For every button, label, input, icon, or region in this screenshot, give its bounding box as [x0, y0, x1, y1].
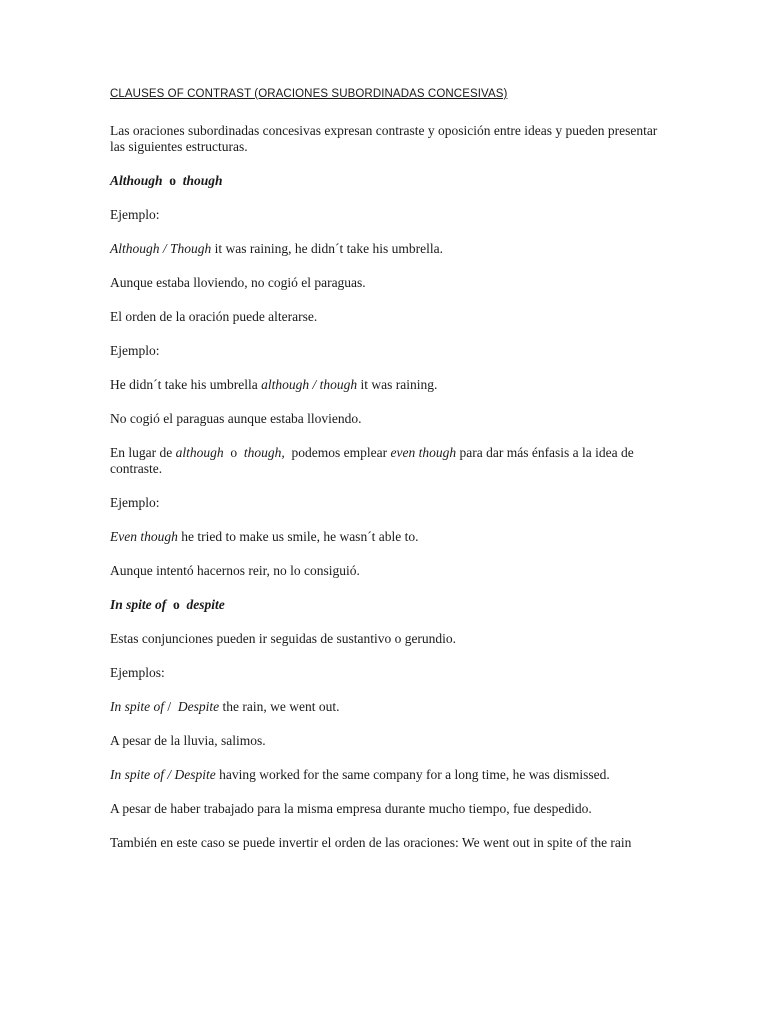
example-2-translation: No cogió el paraguas aunque estaba lloviendo. — [110, 411, 362, 426]
example-3-rest: he tried to make us smile, he wasn´t able to. — [177, 529, 419, 544]
heading-o-2: o — [173, 597, 180, 612]
ejemplo-label-2: Ejemplo: — [110, 343, 160, 358]
heading-although: Although — [110, 173, 163, 188]
example-5-translation: A pesar de haber trabajado para la misma empresa durante mucho tiempo, fue despedido. — [110, 801, 592, 816]
example-1-rest: it was raining, he didn´t take his umbrella. — [211, 241, 443, 256]
example-3 — [110, 529, 658, 545]
example-5 — [110, 767, 658, 783]
intro-paragraph: Las oraciones subordinadas concesivas expresan contraste y oposición entre ideas y pueden presentar las siguientes estructuras. — [110, 123, 658, 154]
heading-in-spite-of: In spite of — [110, 597, 167, 612]
invert-note: También en este caso se puede invertir el orden de las oraciones: We went out in spite of the rain — [110, 835, 632, 850]
example-4-sep: / — [164, 699, 178, 714]
even-though-paragraph — [110, 445, 658, 477]
conjunctions-description: Estas conjunciones pueden ir seguidas de sustantivo o gerundio. — [110, 631, 457, 646]
example-4-italic-a: In spite of — [110, 699, 164, 714]
even-although: although — [175, 445, 224, 460]
heading-o: o — [169, 173, 177, 188]
even-mid: podemos emplear — [284, 445, 391, 460]
example-4-translation: A pesar de la lluvia, salimos. — [110, 733, 266, 748]
example-5-italic: In spite of / Despite — [110, 767, 216, 782]
heading-despite: despite — [186, 597, 225, 612]
section-heading-in-spite-of — [110, 597, 658, 613]
example-4-italic-b: Despite — [177, 699, 220, 714]
heading-though: though — [182, 173, 223, 188]
ejemplos-label: Ejemplos: — [110, 665, 165, 680]
even-start: En lugar de — [110, 445, 176, 460]
document-title: CLAUSES OF CONTRAST (ORACIONES SUBORDINADAS CONCESIVAS) — [110, 88, 508, 100]
example-4 — [110, 699, 658, 715]
example-2-italic: although / though — [261, 377, 358, 392]
ejemplo-label-3: Ejemplo: — [110, 495, 160, 510]
example-1-italic: Although / Though — [110, 241, 212, 256]
example-2-start: He didn´t take his umbrella — [110, 377, 262, 392]
even-even-though: even though — [390, 445, 457, 460]
example-2 — [110, 377, 658, 393]
even-though-word: though, — [243, 445, 285, 460]
ejemplo-label-1: Ejemplo: — [110, 207, 160, 222]
example-3-translation: Aunque intentó hacernos reir, no lo consiguió. — [110, 563, 360, 578]
example-1 — [110, 241, 658, 257]
order-note: El orden de la oración puede alterarse. — [110, 309, 318, 324]
example-1-translation: Aunque estaba lloviendo, no cogió el paraguas. — [110, 275, 366, 290]
example-2-end: it was raining. — [357, 377, 438, 392]
example-5-rest: having worked for the same company for a long time, he was dismissed. — [215, 767, 610, 782]
even-o: o — [223, 445, 244, 460]
example-4-rest: the rain, we went out. — [219, 699, 340, 714]
even-end: para dar más énfasis a la idea de contraste. — [110, 445, 638, 476]
section-heading-although — [110, 173, 658, 189]
example-3-italic: Even though — [110, 529, 178, 544]
